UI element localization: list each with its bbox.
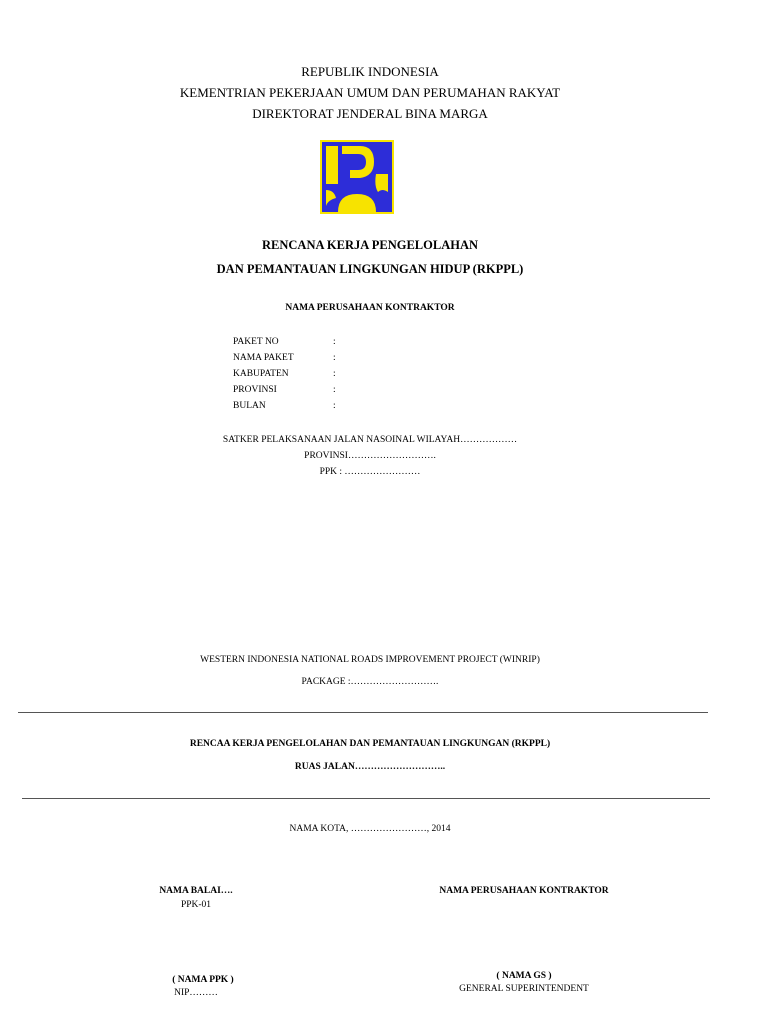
contractor-heading: NAMA PERUSAHAAN KONTRAKTOR [285, 303, 455, 313]
header-republik: REPUBLIK INDONESIA [301, 64, 439, 79]
ruas-jalan: RUAS JALAN……………………….. [294, 762, 446, 772]
signature-left-name: ( NAMA PPK ) [172, 975, 234, 985]
signature-right-org: NAMA PERUSAHAAN KONTRAKTOR [439, 886, 609, 896]
header-kementrian: KEMENTRIAN PEKERJAAN UMUM DAN PERUMAHAN RAKYAT [179, 85, 561, 100]
signature-left-org: NAMA BALAI…. [159, 886, 233, 896]
signature-left-nip: NIP……… [174, 988, 218, 998]
field-separator: : [333, 401, 336, 411]
date-line: NAMA KOTA, ……………………, 2014 [289, 824, 451, 834]
divider-top [18, 712, 708, 713]
field-row [233, 398, 336, 414]
field-label: KABUPATEN [233, 369, 289, 379]
field-separator: : [333, 369, 336, 379]
field-row [233, 382, 336, 398]
section-title: RENCAA KERJA PENGELOLAHAN DAN PEMANTAUAN LINGKUNGAN (RKPPL) [189, 739, 551, 749]
doc-title-line2: DAN PEMANTAUAN LINGKUNGAN HIDUP (RKPPL) [216, 262, 524, 276]
field-label: NAMA PAKET [233, 353, 294, 363]
field-row [233, 334, 336, 350]
satker-provinsi: PROVINSI………………………. [304, 451, 436, 461]
signature-right-title: GENERAL SUPERINTENDENT [459, 984, 589, 994]
field-row [233, 350, 336, 366]
project-package: PACKAGE :………………………. [301, 677, 439, 687]
divider-bottom [22, 798, 710, 799]
project-name: WESTERN INDONESIA NATIONAL ROADS IMPROVEMENT PROJECT (WINRIP) [200, 655, 540, 665]
doc-title-line1: RENCANA KERJA PENGELOLAHAN [262, 238, 478, 252]
field-label: PAKET NO [233, 337, 279, 347]
field-separator: : [333, 353, 336, 363]
satker-line: SATKER PELAKSANAAN JALAN NASOINAL WILAYAH……………… [222, 435, 518, 445]
pu-logo-icon [320, 140, 394, 214]
signature-right-name: ( NAMA GS ) [496, 971, 552, 981]
satker-ppk: PPK : …………………… [319, 467, 421, 477]
field-label: BULAN [233, 401, 266, 411]
header-direktorat: DIREKTORAT JENDERAL BINA MARGA [252, 106, 488, 121]
field-row [233, 366, 336, 382]
field-separator: : [333, 385, 336, 395]
signature-left-sub: PPK-01 [180, 900, 212, 910]
field-label: PROVINSI [233, 385, 277, 395]
field-separator: : [333, 337, 336, 347]
